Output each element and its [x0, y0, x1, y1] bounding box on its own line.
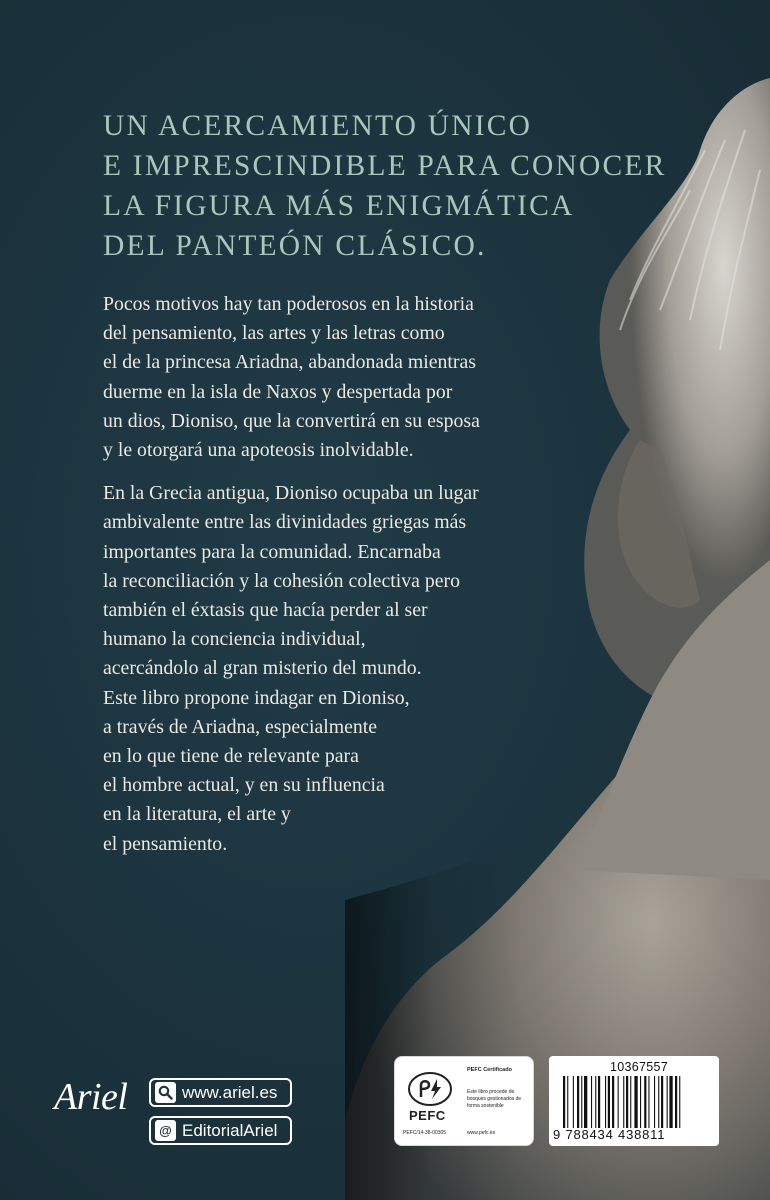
text-line: un dios, Dioniso, que la convertirá en su esposa — [103, 409, 480, 432]
text-line: ambivalente entre las divinidades griegas más — [103, 511, 467, 534]
text-line: del pensamiento, las artes y las letras como — [103, 322, 445, 345]
barcode-bar — [567, 1076, 568, 1128]
barcode-bar — [648, 1076, 649, 1128]
barcode-bar — [623, 1076, 624, 1128]
text-line: Pocos motivos hay tan poderosos en la historia — [103, 293, 474, 315]
barcode-bars — [563, 1076, 713, 1128]
barcode-panel — [549, 1056, 719, 1146]
text-line: el pensamiento. — [103, 832, 228, 855]
text-line: En la Grecia antigua, Dioniso ocupaba un lugar — [103, 482, 479, 505]
search-icon — [155, 1082, 176, 1103]
text-line: y le otorgará una apoteosis inolvidable. — [103, 439, 414, 462]
headline-line-1: UN ACERCAMIENTO ÚNICO — [103, 110, 533, 142]
barcode-bar — [626, 1076, 628, 1128]
headline-line-3: LA FIGURA MÁS ENIGMÁTICA — [103, 190, 575, 222]
barcode-bar — [667, 1076, 668, 1128]
text-line: la reconciliación y la cohesión colectiva pero — [103, 569, 460, 592]
text-line: en la literatura, el arte y — [103, 803, 291, 826]
barcode-bar — [598, 1076, 600, 1128]
pefc-logo-icon — [407, 1071, 453, 1107]
barcode-bar — [679, 1076, 680, 1128]
text-line: el de la princesa Ariadna, abandonada mientras — [103, 351, 476, 374]
barcode-bar — [661, 1076, 663, 1128]
barcode-bar — [595, 1076, 596, 1128]
text-line: Este libro propone indagar en Dioniso, — [103, 686, 410, 709]
pefc-code: PEFC/14-38-00305 — [403, 1130, 447, 1136]
headline-line-2: E IMPRESCINDIBLE PARA CONOCER — [103, 150, 667, 182]
pefc-title: PEFC Certificado — [467, 1067, 512, 1073]
barcode-bar — [630, 1076, 631, 1128]
barcode-top-number: 10367557 — [610, 1060, 669, 1074]
barcode-bar — [608, 1076, 610, 1128]
pefc-url: www.pefc.es — [467, 1130, 496, 1136]
paragraph-1 — [103, 290, 553, 465]
text-line: el hombre actual, y en su influencia — [103, 774, 385, 797]
text-line: acercándolo al gran misterio del mundo. — [103, 657, 422, 680]
barcode-isbn-digits: 9 788434 438811 — [553, 1127, 666, 1142]
barcode-bar — [573, 1076, 574, 1128]
social-handle: EditorialAriel — [182, 1120, 278, 1140]
website-link[interactable] — [149, 1078, 292, 1107]
text-line: en lo que tiene de relevante para — [103, 745, 359, 768]
barcode-bar — [658, 1076, 659, 1128]
paragraph-2 — [103, 479, 553, 859]
barcode-bar — [654, 1076, 655, 1128]
pefc-name: PEFC — [409, 1108, 446, 1123]
barcode-bar — [644, 1076, 646, 1128]
barcode-bar — [563, 1076, 565, 1128]
at-sign-icon — [155, 1120, 176, 1141]
blurb — [103, 290, 553, 873]
barcode-bar — [577, 1076, 579, 1128]
barcode-bar — [634, 1076, 637, 1128]
pefc-description: Este libro procede de bosques gestionados de forma sostenible — [467, 1089, 522, 1109]
text-line: humano la conciencia individual, — [103, 628, 366, 651]
barcode-bar — [591, 1076, 592, 1128]
pefc-certification — [394, 1056, 534, 1146]
svg-text:@: @ — [159, 1123, 172, 1138]
text-line: duerme en la isla de Naxos y despertada por — [103, 380, 453, 403]
barcode-bar — [584, 1076, 587, 1128]
barcode-bar — [605, 1076, 606, 1128]
barcode-bar — [618, 1076, 619, 1128]
headline-line-4: DEL PANTEÓN CLÁSICO. — [103, 230, 487, 262]
headline — [103, 106, 667, 266]
website-text: www.ariel.es — [182, 1082, 278, 1102]
publisher-logo: Ariel — [54, 1076, 128, 1118]
barcode-bar — [675, 1076, 677, 1128]
text-line: importantes para la comunidad. Encarnaba — [103, 540, 441, 563]
barcode-bar — [669, 1076, 672, 1128]
text-line: también el éxtasis que hacía perder al ser — [103, 599, 428, 622]
social-link[interactable] — [149, 1116, 292, 1145]
barcode-bar — [581, 1076, 582, 1128]
barcode-bar — [612, 1076, 614, 1128]
text-line: a través de Ariadna, especialmente — [103, 715, 378, 738]
barcode-bar — [640, 1076, 641, 1128]
